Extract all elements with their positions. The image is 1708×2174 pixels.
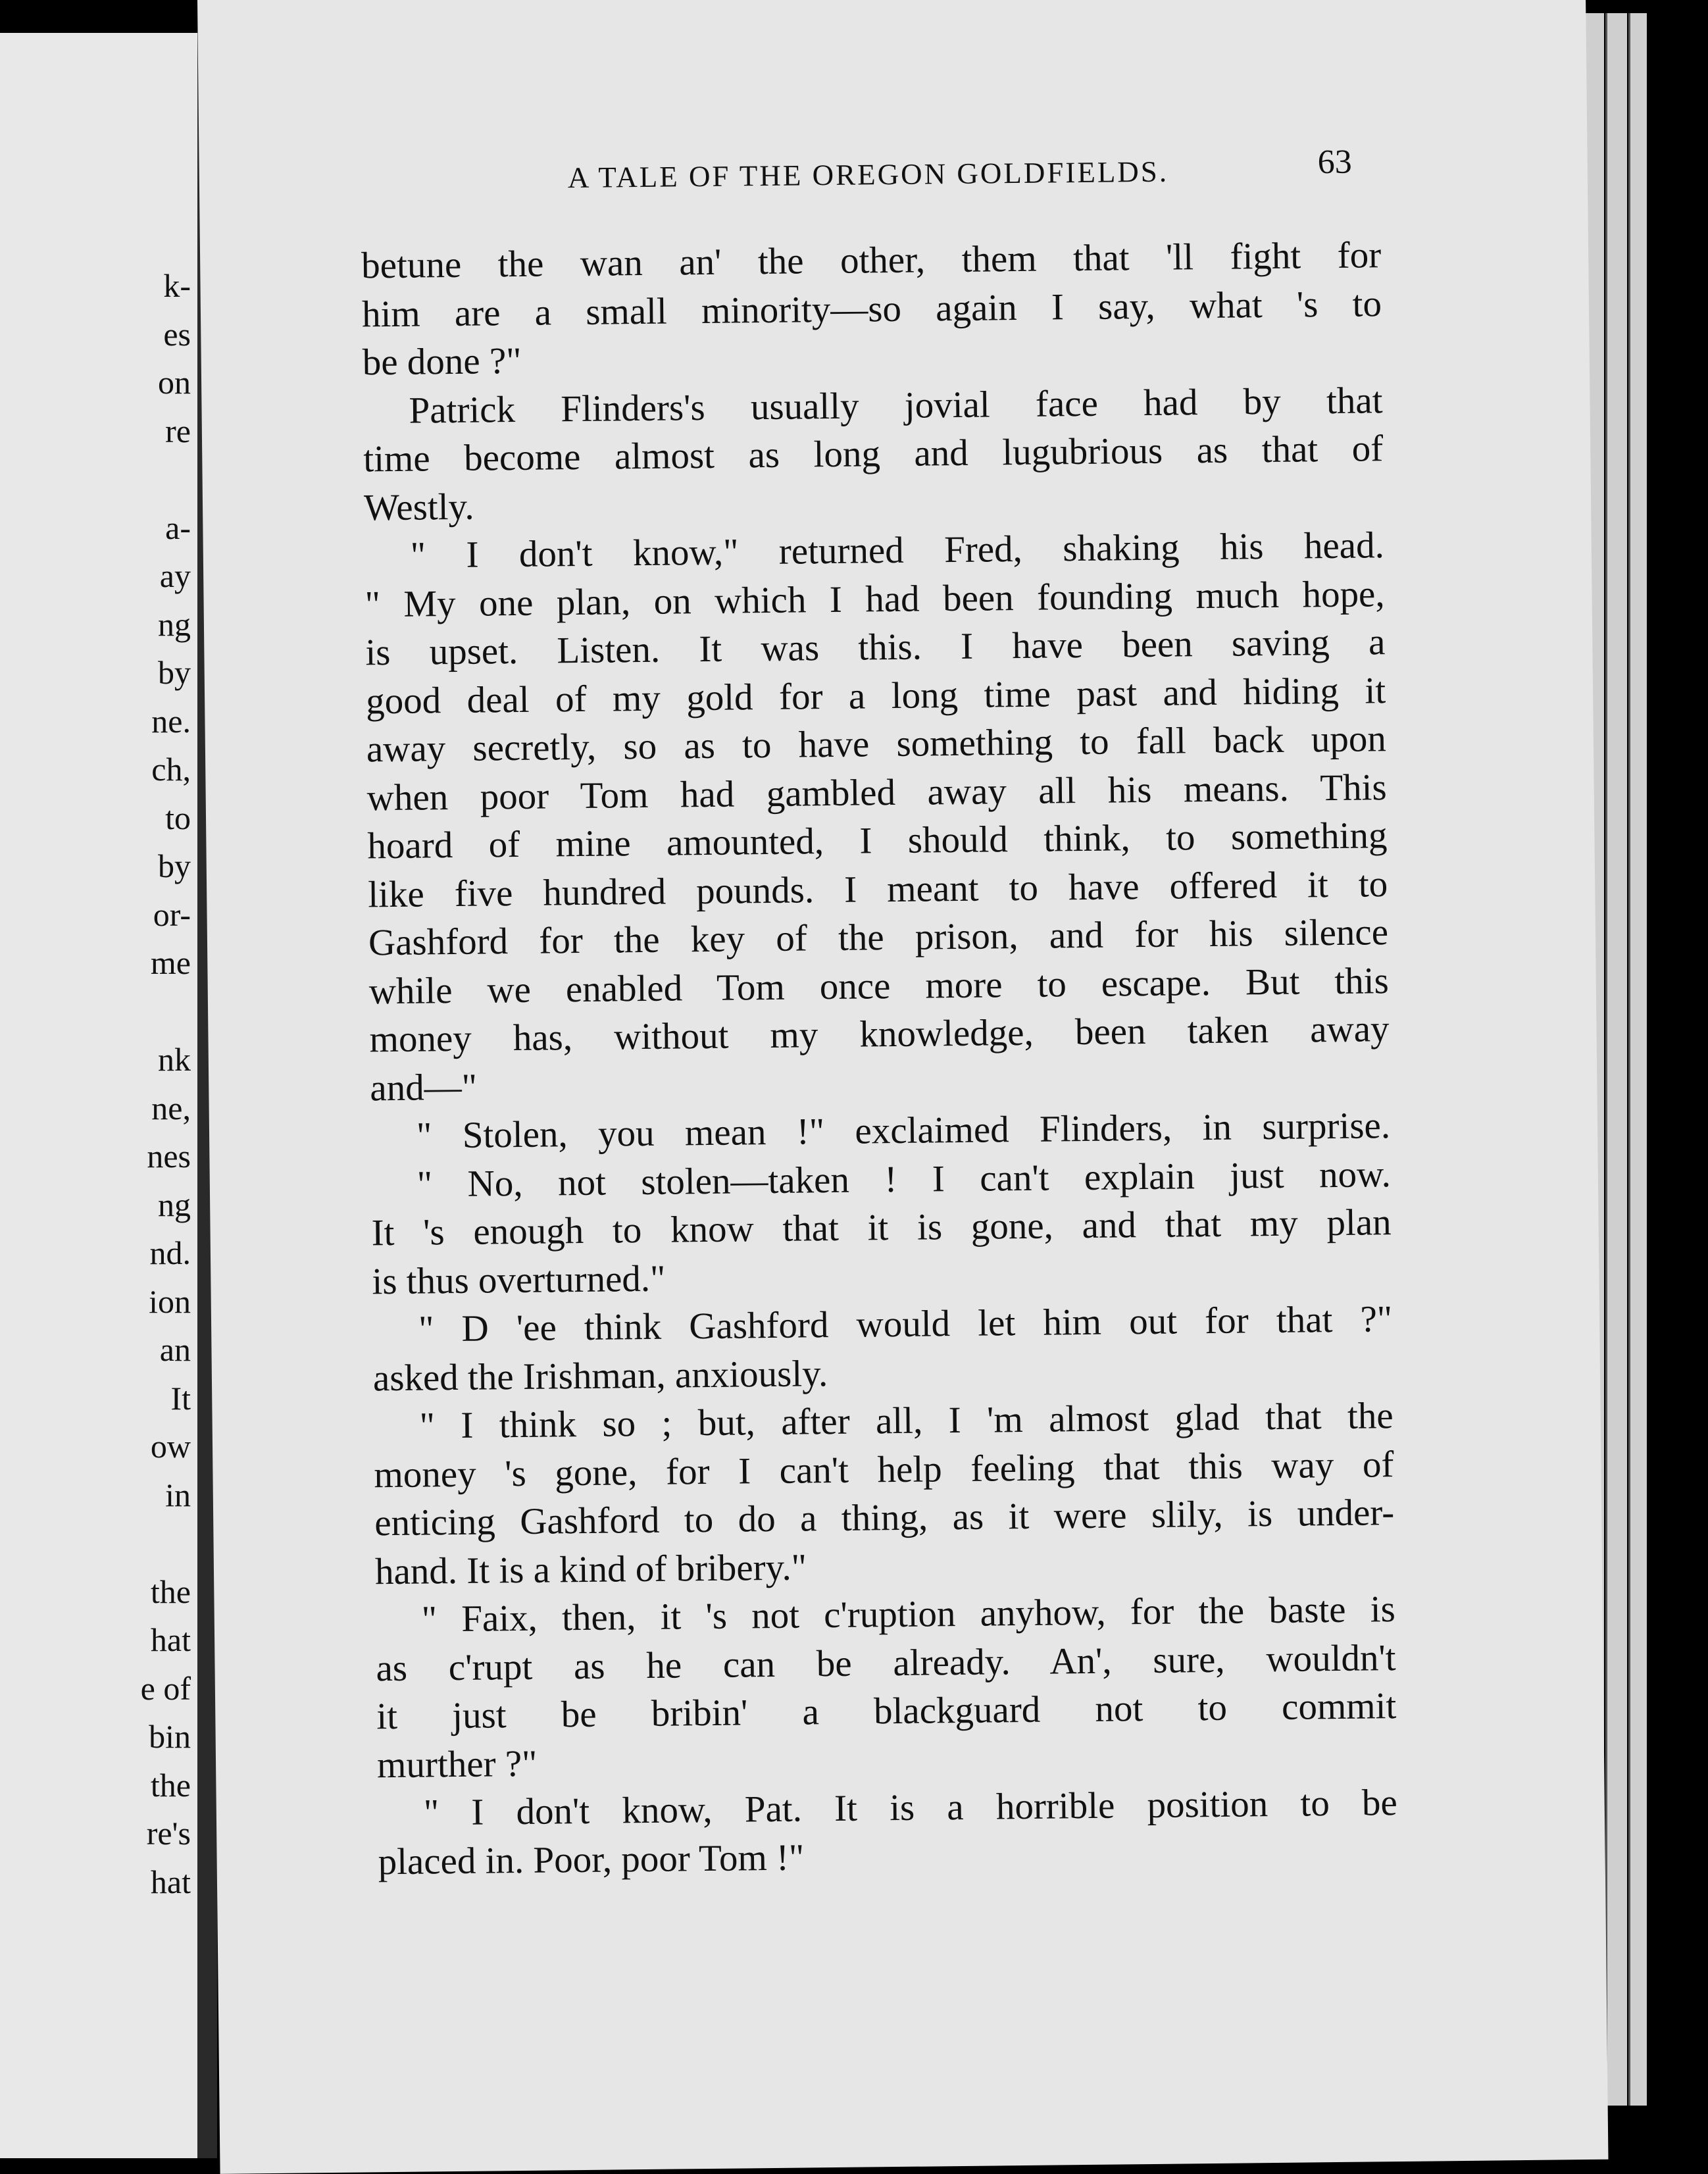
left-page-sliver bbox=[0, 33, 201, 2158]
text-line: money has, without my knowledge, been taken away bbox=[369, 1008, 1390, 1061]
text-line: " My one plan, on which I had been founding much hope, bbox=[364, 572, 1385, 625]
text-line: as c'rupt as he can be already. An', sure, wouldn't bbox=[376, 1636, 1396, 1689]
body-text bbox=[361, 231, 1398, 1886]
left-page-fragment: by bbox=[158, 654, 191, 691]
text-line: good deal of my gold for a long time past and hiding it bbox=[365, 669, 1386, 722]
left-page-fragment: a- bbox=[165, 509, 191, 546]
text-line: murther ?" bbox=[376, 1742, 538, 1786]
left-page-fragment: nes bbox=[147, 1138, 191, 1175]
left-page-fragment: bin bbox=[149, 1718, 191, 1755]
text-line: be done ?" bbox=[362, 340, 522, 384]
text-line: and—" bbox=[369, 1066, 478, 1109]
text-line: enticing Gashford to do a thing, as it were slily, is under- bbox=[374, 1492, 1395, 1544]
left-page-fragment: ne. bbox=[151, 702, 191, 740]
text-line: Patrick Flinders's usually jovial face had by that bbox=[409, 379, 1383, 432]
left-page-fragment: ng bbox=[158, 605, 191, 643]
left-page-fragment: the bbox=[150, 1573, 191, 1610]
left-page-fragment: on bbox=[158, 364, 191, 401]
left-page-fragment: hat bbox=[150, 1863, 191, 1900]
text-line: hand. It is a kind of bribery." bbox=[374, 1546, 807, 1592]
text-line: time become almost as long and lugubrious as that of bbox=[363, 428, 1384, 480]
text-line: placed in. Poor, poor Tom !" bbox=[378, 1836, 805, 1883]
text-line: him are a small minority—so again I say, what 's to bbox=[361, 282, 1382, 335]
left-page-fragment: ay bbox=[159, 557, 191, 594]
left-page-fragment: me bbox=[150, 944, 191, 981]
page-number: 63 bbox=[1317, 143, 1352, 182]
left-page-fragment: to bbox=[165, 799, 191, 836]
left-page-fragment: ne, bbox=[151, 1089, 191, 1126]
text-line: hoard of mine amounted, I should think, to something bbox=[367, 815, 1388, 867]
left-page-fragment: e of bbox=[140, 1669, 191, 1707]
text-line: " I don't know, Pat. It is a horrible position to be bbox=[423, 1782, 1398, 1834]
left-page-fragment: by bbox=[158, 847, 191, 884]
left-page-fragment: nd. bbox=[149, 1234, 191, 1271]
text-line: " I don't know," returned Fred, shaking his head. bbox=[410, 524, 1385, 576]
text-line: is thus overturned." bbox=[372, 1257, 666, 1302]
book-page bbox=[197, 0, 1608, 2174]
left-page-fragment: ch, bbox=[151, 751, 191, 788]
text-line: is upset. Listen. It was this. I have been saving a bbox=[365, 621, 1386, 674]
text-line: Westly. bbox=[363, 486, 474, 528]
left-page-fragment: es bbox=[163, 315, 191, 353]
text-line: " No, not stolen—taken ! I can't explain just now. bbox=[416, 1153, 1392, 1205]
text-line: " Stolen, you mean !" exclaimed Flinders, in surprise. bbox=[416, 1105, 1391, 1157]
left-page-fragment: ion bbox=[149, 1282, 191, 1320]
left-page-fragment: nk bbox=[158, 1041, 191, 1078]
text-line: money 's gone, for I can't help feeling that this way of bbox=[374, 1443, 1394, 1496]
text-line: it just be bribin' a blackguard not to commit bbox=[376, 1685, 1397, 1738]
text-line: betune the wan an' the other, them that 'll fight for bbox=[361, 234, 1382, 287]
left-page-fragment: hat bbox=[150, 1621, 191, 1658]
left-page-fragment: It bbox=[170, 1379, 191, 1417]
text-line: away secretly, so as to have something to fall back upon bbox=[366, 718, 1387, 771]
text-line: when poor Tom had gambled away all his means. This bbox=[366, 766, 1387, 819]
left-page-fragment: ow bbox=[150, 1428, 191, 1465]
text-line: " Faix, then, it 's not c'ruption anyhow, for the baste is bbox=[421, 1588, 1396, 1640]
left-page-fragment: k- bbox=[163, 267, 191, 304]
text-line: " I think so ; but, after all, I 'm almost glad that the bbox=[419, 1395, 1394, 1447]
text-line: Gashford for the key of the prison, and for his silence bbox=[368, 911, 1389, 964]
left-page-fragment: re bbox=[165, 412, 191, 449]
left-page-fragment: in bbox=[165, 1476, 191, 1513]
text-line: like five hundred pounds. I meant to have offered it to bbox=[367, 863, 1388, 915]
text-line: " D 'ee think Gashford would let him out for that ?" bbox=[418, 1298, 1393, 1350]
left-page-fragment: an bbox=[159, 1331, 191, 1368]
left-page-fragment: ng bbox=[158, 1186, 191, 1223]
text-line: while we enabled Tom once more to escape. But this bbox=[368, 959, 1390, 1012]
left-page-fragment: or- bbox=[153, 896, 191, 933]
running-title: A TALE OF THE OREGON GOLDFIELDS. bbox=[567, 155, 1169, 195]
left-page-fragment: the bbox=[150, 1766, 191, 1804]
left-page-fragment: re's bbox=[146, 1815, 191, 1852]
text-line: It 's enough to know that it is gone, and that my plan bbox=[371, 1201, 1392, 1254]
text-line: asked the Irishman, anxiously. bbox=[372, 1352, 828, 1399]
